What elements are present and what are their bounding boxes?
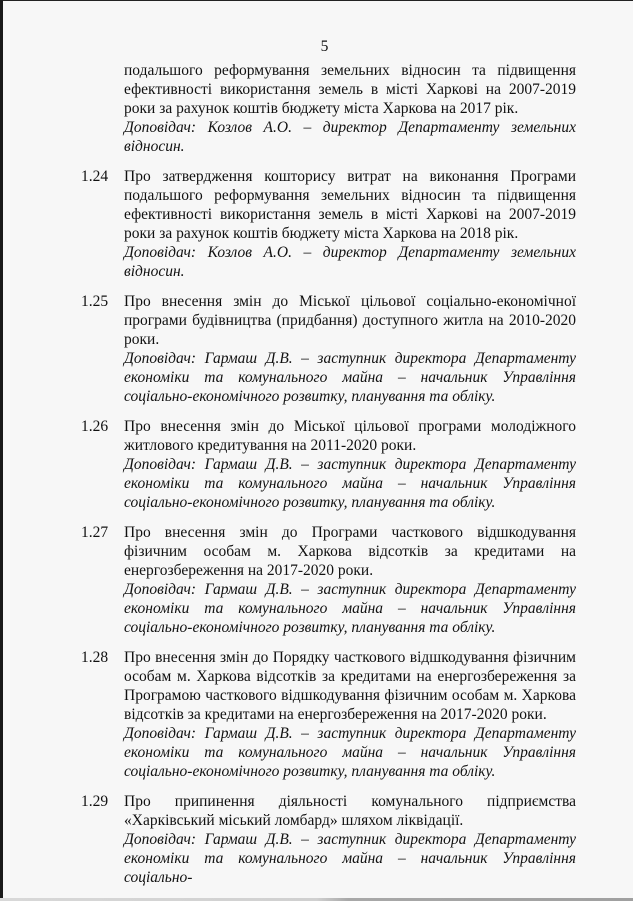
item-title: Про припинення діяльності комунального підприємства «Харківський міський ломбард» шляхом ліквідації. <box>124 793 576 829</box>
agenda-list <box>81 61 576 898</box>
item-number: 1.28 <box>81 649 109 666</box>
item-title: Про затвердження кошторису витрат на виконання Програми подальшого реформування земельних відносин та підвищення ефективності використання земель в місті Харкові на 2007-2019 роки за рахунок коштів бюджету міста Харкова на 2018 рік. <box>124 168 576 242</box>
agenda-item <box>81 167 576 281</box>
item-number: 1.29 <box>81 793 109 810</box>
item-number: 1.25 <box>81 293 109 310</box>
item-number: 1.24 <box>81 168 109 185</box>
scan-top-edge <box>0 0 633 1</box>
item-title: Про внесення змін до Міської цільової програми молодіжного житлового кредитування на 2011-2020 роки. <box>124 418 576 454</box>
item-speaker: Доповідач: Гармаш Д.В. – заступник директора Департаменту економіки та комунального майна – начальник Управління соціально-економічного розвитку, планування та обліку. <box>124 350 576 405</box>
agenda-item <box>81 523 576 637</box>
item-speaker: Доповідач: Гармаш Д.В. – заступник директора Департаменту економіки та комунального майна – начальник Управління соціально-економічного розвитку, планування та обліку. <box>124 456 576 511</box>
item-title: Про внесення змін до Програми часткового відшкодування фізичним особам м. Харкова відсотків за кредитами на енергозбереження на 2017-2020 роки. <box>124 524 576 579</box>
agenda-item <box>81 292 576 406</box>
agenda-item <box>81 648 576 781</box>
item-speaker: Доповідач: Гармаш Д.В. – заступник директора Департаменту економіки та комунального майна – начальник Управління соціально-економічного розвитку, планування та обліку. <box>124 725 576 780</box>
scan-left-edge <box>0 0 3 901</box>
item-speaker: Доповідач: Козлов А.О. – директор Департаменту земельних відносин. <box>124 244 576 280</box>
item-speaker: Доповідач: Гармаш Д.В. – заступник директора Департаменту економіки та комунального майна – начальник Управління соціально- <box>124 831 576 886</box>
item-title: подальшого реформування земельних відносин та підвищення ефективності використання земель в місті Харкові на 2007-2019 роки за рахунок коштів бюджету міста Харкова на 2017 рік. <box>124 62 576 117</box>
item-speaker: Доповідач: Козлов А.О. – директор Департаменту земельних відносин. <box>124 119 576 155</box>
agenda-item <box>81 417 576 512</box>
page-number: 5 <box>320 38 329 55</box>
item-speaker: Доповідач: Гармаш Д.В. – заступник директора Департаменту економіки та комунального майна – начальник Управління соціально-економічного розвитку, планування та обліку. <box>124 581 576 636</box>
item-number: 1.26 <box>81 418 109 435</box>
agenda-item <box>81 792 576 887</box>
item-number: 1.27 <box>81 524 109 541</box>
item-title: Про внесення змін до Міської цільової соціально-економічної програми будівництва (придбання) доступного житла на 2010-2020 роки. <box>124 293 576 348</box>
item-title: Про внесення змін до Порядку часткового відшкодування фізичним особам м. Харкова відсотків за кредитами на енергозбереження за Програмою часткового відшкодування фізичним особам м. Харкова відсотків за кредитами на енергозбереження на 2017-2020 роки. <box>124 649 576 723</box>
agenda-item-continuation <box>124 61 576 156</box>
